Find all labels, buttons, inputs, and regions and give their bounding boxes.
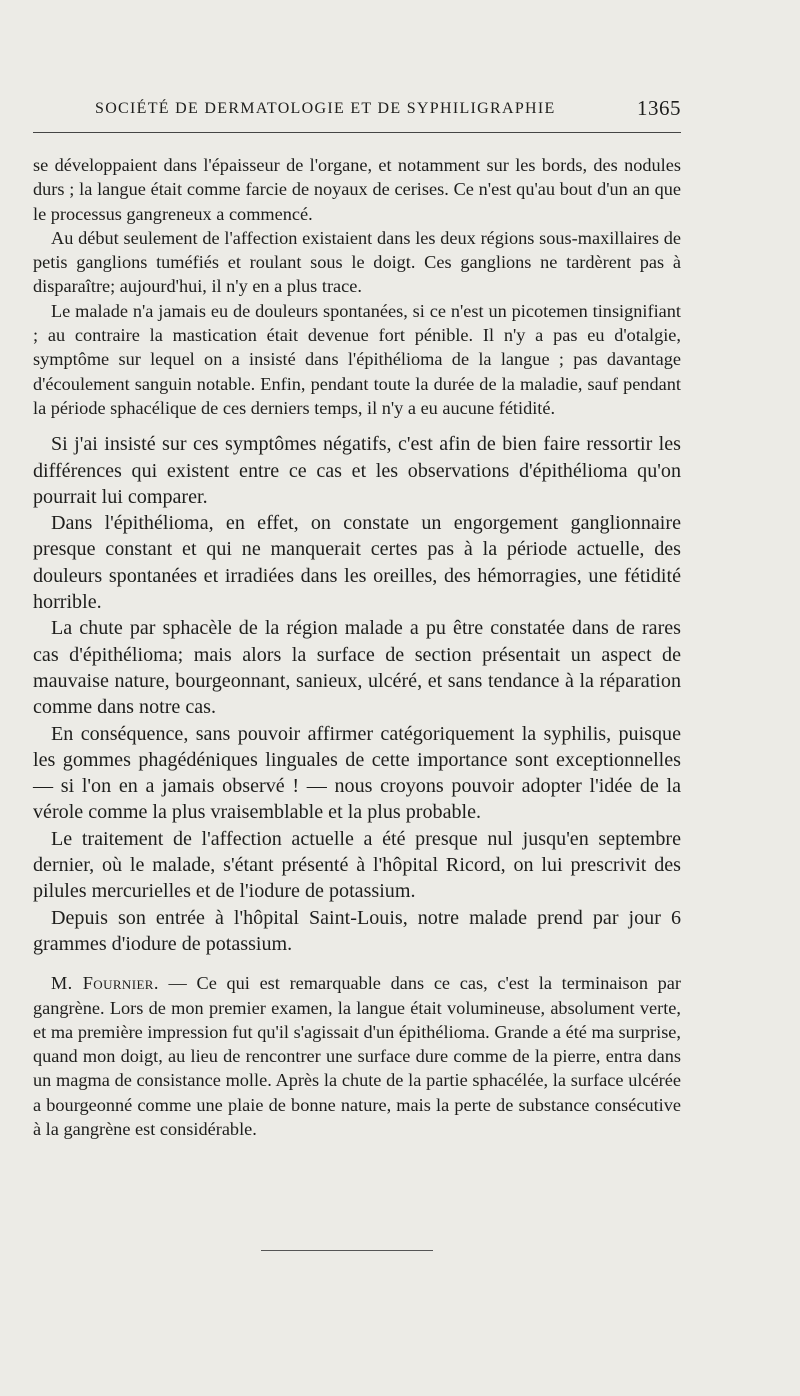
- speaker-name: M. Fournier.: [51, 973, 159, 994]
- page-number: 1365: [637, 96, 681, 120]
- header-rule: [33, 132, 681, 133]
- running-head: [33, 96, 681, 126]
- paragraph: se développaient dans l'épaisseur de l'organe, et notamment sur les bords, des nodules durs ; la langue était comme farcie de noyaux de cerises. Ce n'est qu'au bout d'un an que le processus gangreneux a commencé.: [33, 155, 681, 224]
- case-commentary: [33, 431, 681, 957]
- paragraph: Depuis son entrée à l'hôpital Saint-Louis, notre malade prend par jour 6 grammes d'iodure de potassium.: [33, 906, 681, 955]
- paragraph: Le malade n'a jamais eu de douleurs spontanées, si ce n'est un picotemen tinsignifiant ; au contraire la mastication était devenue fort pénible. Il n'y a pas eu d'otalgie, symptôme sur lequel on a insisté dans l'épithélioma de la langue ; pas davantage d'écoulement sanguin notable. Enfin, pendant toute la durée de la maladie, sauf pendant la période sphacélique de ces derniers temps, il n'y a eu aucune fétidité.: [33, 300, 681, 418]
- paragraph: En conséquence, sans pouvoir affirmer catégoriquement la syphilis, puisque les gommes phagédéniques linguales de cette importance sont exceptionnelles — si l'on en a jamais observé ! — nous croyons pouvoir adopter l'idée de la vérole comme la plus vraisemblable et la plus probable.: [33, 722, 681, 824]
- paragraph: Le traitement de l'affection actuelle a été presque nul jusqu'en septembre dernier, où le malade, s'étant présenté à l'hôpital Ricord, on lui prescrivit des pilules mercurielles et de l'iodure de potassium.: [33, 827, 681, 903]
- paragraph: La chute par sphacèle de la région malade a pu être constatée dans de rares cas d'épithélioma; mais alors la surface de section présentait un aspect de mauvaise nature, bourgeonnant, sanieux, ulcéré, et sans tendance à la réparation comme dans notre cas.: [33, 617, 681, 719]
- case-report-continued: [33, 153, 681, 420]
- paragraph: Dans l'épithélioma, en effet, on constate un engorgement ganglionnaire presque constant et qui ne manquerait certes pas à la période actuelle, des douleurs spontanées et irradiées dans les oreilles, des hémorragies, une fétidité horrible.: [33, 512, 681, 614]
- running-title: SOCIÉTÉ DE DERMATOLOGIE ET DE SYPHILIGRAPHIE: [95, 100, 556, 117]
- discussion-text: — Ce qui est remarquable dans ce cas, c'est la terminaison par gangrène. Lors de mon premier examen, la langue était volumineuse, absolument verte, et ma première impression fut qu'il s'agissait d'un épithélioma. Grande a été ma surprise, quand mon doigt, au lieu de rencontrer une surface dure comme de la pierre, entra dans un magma de consistance molle. Après la chute de la partie sphacélée, la surface ulcérée a bourgeonné comme une plaie de bonne nature, mais la perte de substance consécutive à la gangrène est considérable.: [33, 973, 681, 1139]
- discussion: [33, 971, 681, 1141]
- journal-page: [33, 0, 681, 1396]
- body-text: [33, 153, 681, 1141]
- paragraph: Si j'ai insisté sur ces symptômes négatifs, c'est afin de bien faire ressortir les différences qui existent entre ce cas et les observations d'épithélioma qu'on pourrait lui comparer.: [33, 433, 681, 508]
- paragraph: Au début seulement de l'affection existaient dans les deux régions sous-maxillaires de petis ganglions tuméfiés et roulant sous le doigt. Ces ganglions ne tardèrent pas à disparaître; aujourd'hui, il n'y en a plus trace.: [33, 227, 681, 297]
- discussion-paragraph: [33, 971, 681, 1141]
- end-rule: [261, 1250, 433, 1251]
